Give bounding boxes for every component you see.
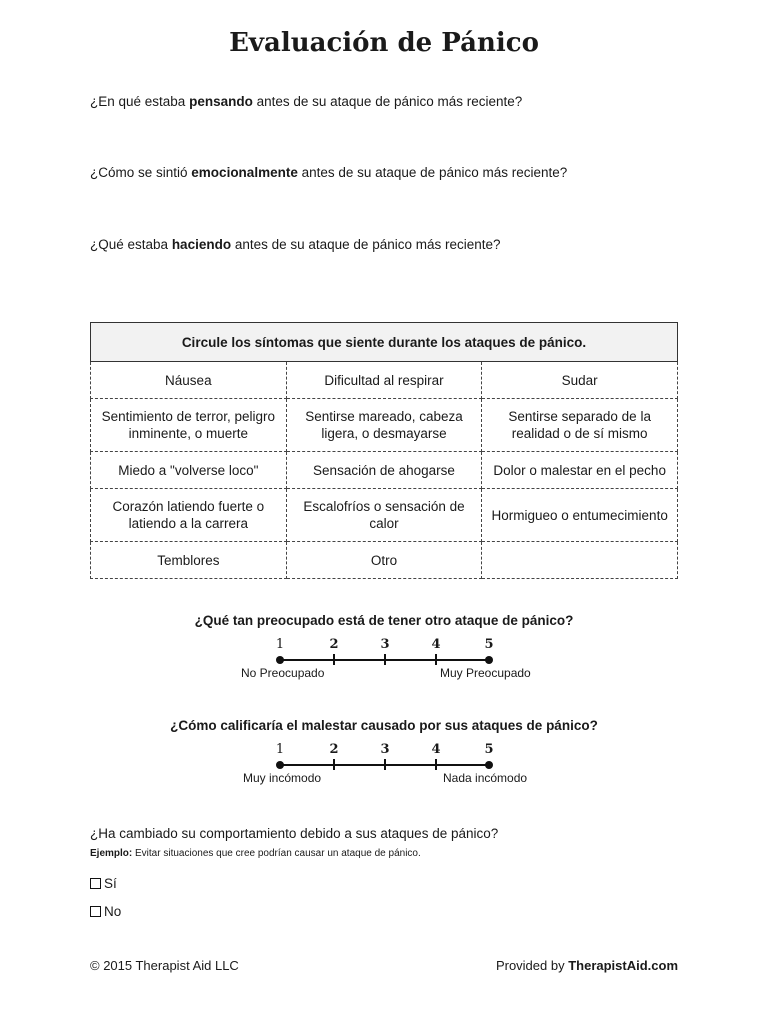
symptom-cell[interactable]: Corazón latiendo fuerte o latiendo a la carrera — [91, 489, 287, 542]
behavior-example: Ejemplo: Evitar situaciones que cree podrían causar un ataque de pánico. — [90, 848, 421, 859]
symptom-cell[interactable]: Dolor o malestar en el pecho — [482, 452, 678, 489]
question-feeling: ¿Cómo se sintió emocionalmente antes de su ataque de pánico más reciente? — [90, 165, 568, 180]
scale-point-1[interactable] — [276, 656, 284, 664]
scale-tick-label: 3 — [380, 637, 390, 652]
worry-scale[interactable] — [230, 637, 540, 687]
scale-tick-label: 4 — [431, 742, 441, 757]
symptom-cell[interactable]: Hormigueo o entumecimiento — [482, 489, 678, 542]
scale-tick-label: 1 — [275, 637, 285, 652]
scale-point-5[interactable] — [485, 656, 493, 664]
scale-point-2[interactable] — [333, 654, 335, 665]
scale-point-4[interactable] — [435, 759, 437, 770]
option-yes-label: Sí — [104, 876, 117, 891]
scale-tick-label: 3 — [380, 742, 390, 757]
scale-point-1[interactable] — [276, 761, 284, 769]
provided-by: Provided by TherapistAid.com — [495, 958, 678, 973]
symptom-cell[interactable]: Dificultad al respirar — [286, 362, 482, 399]
distress-scale[interactable] — [230, 742, 540, 792]
symptoms-table — [90, 322, 678, 579]
scale-point-3[interactable] — [384, 759, 386, 770]
scale-low-label: No Preocupado — [241, 666, 325, 680]
symptoms-header: Circule los síntomas que siente durante los ataques de pánico. — [91, 323, 678, 362]
symptom-cell[interactable]: Sentirse separado de la realidad o de sí mismo — [482, 399, 678, 452]
symptom-cell[interactable]: Sentirse mareado, cabeza ligera, o desmayarse — [286, 399, 482, 452]
worry-scale-question: ¿Qué tan preocupado está de tener otro ataque de pánico? — [194, 613, 574, 628]
scale-tick-label: 1 — [275, 742, 285, 757]
distress-scale-question: ¿Cómo calificaría el malestar causado por sus ataques de pánico? — [170, 718, 598, 733]
checkbox-no[interactable] — [90, 906, 101, 917]
symptom-cell[interactable]: Escalofríos o sensación de calor — [286, 489, 482, 542]
option-no[interactable] — [90, 904, 121, 919]
symptom-cell[interactable]: Sentimiento de terror, peligro inminente, o muerte — [91, 399, 287, 452]
symptom-cell[interactable]: Sudar — [482, 362, 678, 399]
scale-high-label: Nada incómodo — [443, 771, 528, 785]
brand-link[interactable]: TherapistAid.com — [568, 958, 678, 973]
behavior-question: ¿Ha cambiado su comportamiento debido a sus ataques de pánico? — [90, 826, 499, 841]
question-doing: ¿Qué estaba haciendo antes de su ataque de pánico más reciente? — [90, 237, 501, 252]
symptom-cell[interactable]: Otro — [286, 542, 482, 579]
scale-tick-label: 5 — [484, 742, 494, 757]
scale-point-4[interactable] — [435, 654, 437, 665]
symptom-cell[interactable]: Temblores — [91, 542, 287, 579]
scale-low-label: Muy incómodo — [243, 771, 322, 785]
option-no-label: No — [104, 904, 122, 919]
copyright: © 2015 Therapist Aid LLC — [90, 958, 239, 973]
scale-point-3[interactable] — [384, 654, 386, 665]
scale-tick-label: 2 — [329, 637, 339, 652]
option-yes[interactable] — [90, 876, 117, 891]
symptom-cell[interactable]: Miedo a "volverse loco" — [91, 452, 287, 489]
scale-tick-label: 5 — [484, 637, 494, 652]
question-thinking: ¿En qué estaba pensando antes de su ataque de pánico más reciente? — [90, 94, 523, 109]
page-title: Evaluación de Pánico — [229, 28, 539, 58]
scale-point-5[interactable] — [485, 761, 493, 769]
checkbox-yes[interactable] — [90, 878, 101, 889]
scale-high-label: Muy Preocupado — [440, 666, 531, 680]
scale-tick-label: 2 — [329, 742, 339, 757]
symptom-cell-empty — [482, 542, 678, 579]
symptom-cell[interactable]: Náusea — [91, 362, 287, 399]
scale-point-2[interactable] — [333, 759, 335, 770]
symptom-cell[interactable]: Sensación de ahogarse — [286, 452, 482, 489]
scale-tick-label: 4 — [431, 637, 441, 652]
